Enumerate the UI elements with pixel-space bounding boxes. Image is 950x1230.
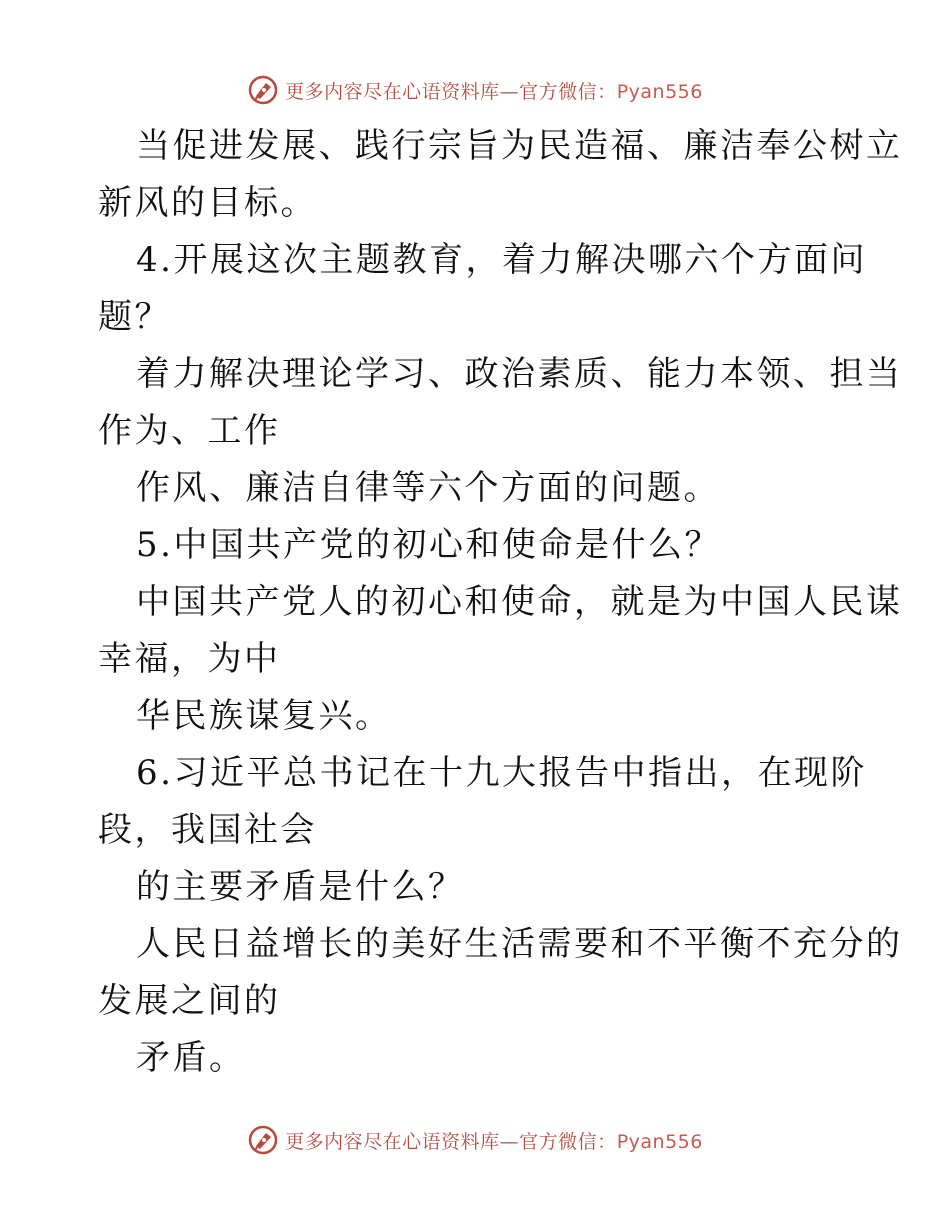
text-line: 发展之间的	[98, 981, 281, 1021]
text-line: 幸福，为中	[98, 639, 281, 679]
header-watermark	[0, 70, 950, 110]
text-line: 新风的目标。	[98, 183, 317, 223]
watermark-text: 更多内容尽在心语资料库—官方微信：Pyan556	[285, 1130, 703, 1153]
text-line: 题？	[98, 297, 171, 337]
text-line: 矛盾。	[136, 1038, 246, 1078]
text-line: 当促进发展、践行宗旨为民造福、廉洁奉公树立	[136, 126, 903, 166]
watermark-text: 更多内容尽在心语资料库—官方微信：Pyan556	[285, 80, 703, 103]
text-line: 的主要矛盾是什么？	[136, 867, 465, 907]
text-line: 作风、廉洁自律等六个方面的问题。	[136, 468, 720, 508]
text-line: 华民族谋复兴。	[136, 696, 392, 736]
answer-6: 人民日益增长的美好生活需要和不平衡不充分的	[136, 924, 903, 964]
text-line: 作为、工作	[98, 411, 281, 451]
answer-4: 着力解决理论学习、政治素质、能力本领、担当	[136, 354, 903, 394]
pen-nib-icon	[247, 74, 279, 106]
answer-5: 中国共产党人的初心和使命，就是为中国人民谋	[136, 582, 903, 622]
question-4: 4.开展这次主题教育，着力解决哪六个方面问	[136, 240, 867, 280]
text-line: 段，我国社会	[98, 810, 317, 850]
question-6: 6.习近平总书记在十九大报告中指出，在现阶	[136, 753, 867, 793]
footer-watermark	[0, 1120, 950, 1160]
question-5: 5.中国共产党的初心和使命是什么？	[136, 525, 721, 565]
pen-nib-icon	[247, 1124, 279, 1156]
document-body	[98, 118, 903, 1087]
